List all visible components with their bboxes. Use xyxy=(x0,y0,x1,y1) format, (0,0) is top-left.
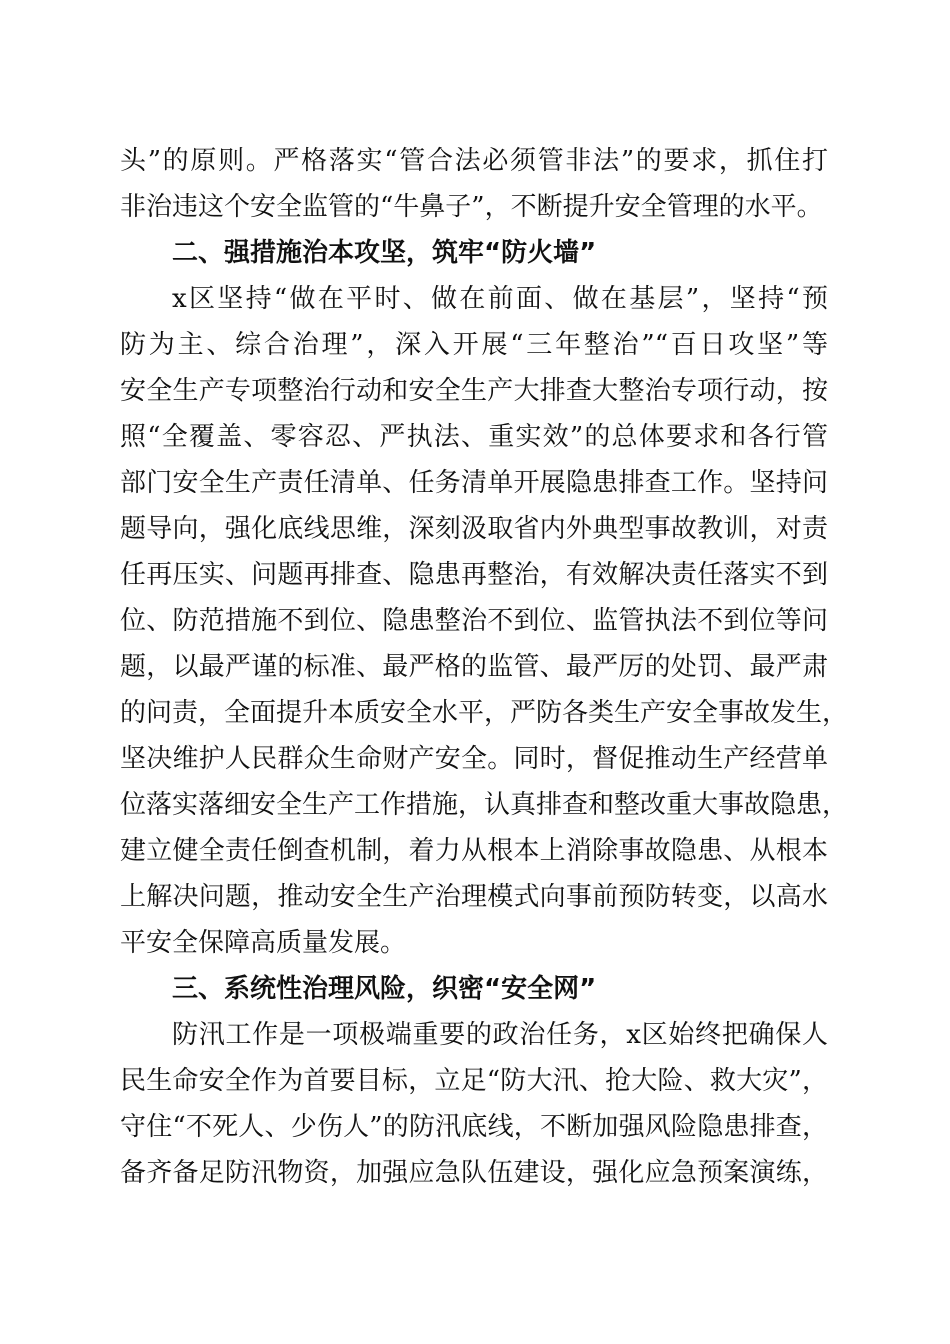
paragraph-line: 照“全覆盖、零容忍、严执法、重实效”的总体要求和各行管 xyxy=(120,422,828,452)
paragraph-line: 位、防范措施不到位、隐患整治不到位、监管执法不到位等问 xyxy=(120,606,828,636)
paragraph-line: 防为主、综合治理”，深入开展“三年整治”“百日攻坚”等 xyxy=(120,330,828,360)
paragraph-line: 头”的原则。严格落实“管合法必须管非法”的要求，抓住打 xyxy=(120,146,828,176)
paragraph-line: 任再压实、问题再排查、隐患再整治，有效解决责任落实不到 xyxy=(120,560,828,590)
paragraph-line: x区坚持“做在平时、做在前面、做在基层”，坚持“预 xyxy=(172,284,828,314)
paragraph-line: 非治违这个安全监管的“牛鼻子”，不断提升安全管理的水平。 xyxy=(120,192,823,222)
paragraph-line: 上解决问题，推动安全生产治理模式向事前预防转变，以高水 xyxy=(120,882,828,912)
paragraph-line: 部门安全生产责任清单、任务清单开展隐患排查工作。坚持问 xyxy=(120,468,828,498)
paragraph-line: 的问责，全面提升本质安全水平，严防各类生产安全事故发生， xyxy=(120,698,849,728)
paragraph-line: 题导向，强化底线思维，深刻汲取省内外典型事故教训，对责 xyxy=(120,514,828,544)
paragraph-line: 坚决维护人民群众生命财产安全。同时，督促推动生产经营单 xyxy=(120,744,828,774)
paragraph-line: 位落实落细安全生产工作措施，认真排查和整改重大事故隐患， xyxy=(120,790,849,820)
paragraph-line: 备齐备足防汛物资，加强应急队伍建设，强化应急预案演练， xyxy=(120,1158,828,1188)
paragraph-line: 建立健全责任倒查机制，着力从根本上消除事故隐患、从根本 xyxy=(120,836,828,866)
paragraph-line: 题，以最严谨的标准、最严格的监管、最严厉的处罚、最严肃 xyxy=(120,652,828,682)
paragraph-line: 平安全保障高质量发展。 xyxy=(120,928,407,958)
section-heading-2: 二、强措施治本攻坚，筑牢“防火墙” xyxy=(172,238,597,268)
section-heading-3: 三、系统性治理风险，织密“安全网” xyxy=(172,974,597,1004)
paragraph-line: 守住“不死人、少伤人”的防汛底线，不断加强风险隐患排查， xyxy=(120,1112,828,1142)
paragraph-line: 民生命安全作为首要目标，立足“防大汛、抢大险、救大灾”， xyxy=(120,1066,828,1096)
paragraph-line: 防汛工作是一项极端重要的政治任务，x区始终把确保人 xyxy=(172,1020,828,1050)
paragraph-line: 安全生产专项整治行动和安全生产大排查大整治专项行动，按 xyxy=(120,376,828,406)
